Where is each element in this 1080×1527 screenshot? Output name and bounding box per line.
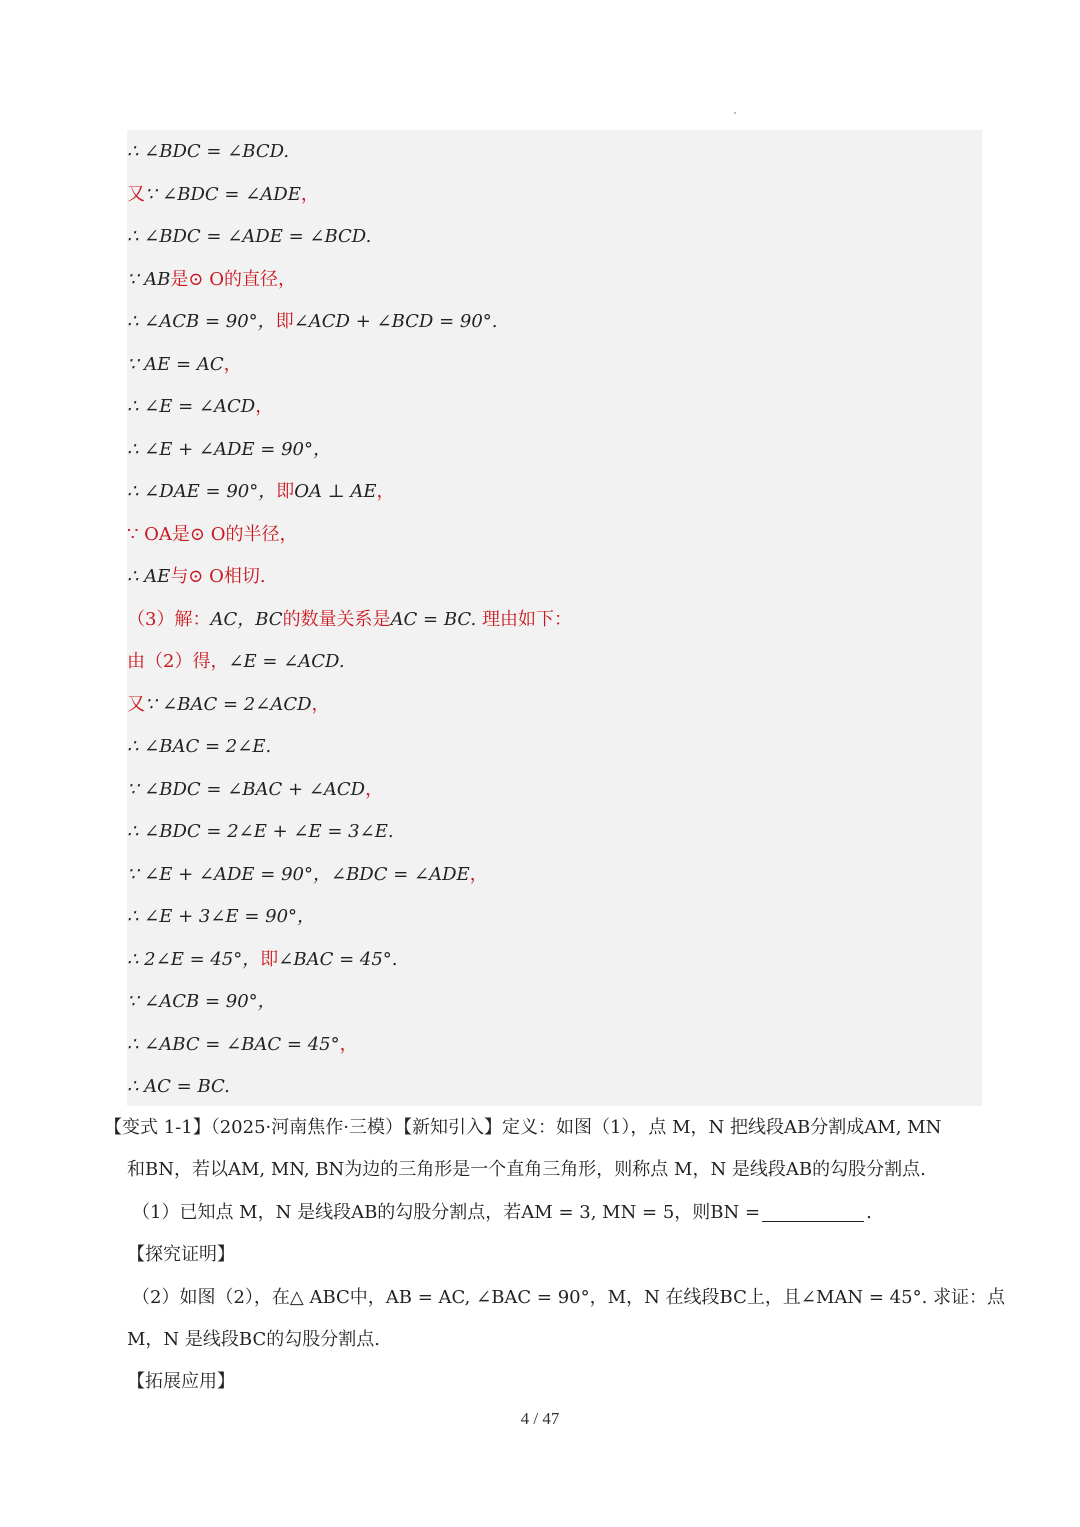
solution-line [127,520,298,550]
solution-line [127,1072,230,1102]
page-number: 4 / 47 [520,1409,560,1428]
solution-line [127,1030,358,1060]
solution-line [127,435,331,465]
section-explore-heading: 【探究证明】 [127,1244,235,1265]
solution-line [127,180,319,210]
solution-segment: ， [255,396,274,417]
question-1-end: . [866,1202,872,1223]
solution-segment: ， [365,778,384,800]
solution-segment: ∵ ∠ACB = 90°， [127,991,276,1012]
solution-segment: ， [300,183,319,205]
solution-segment: ∵ ∠BDC = ∠BAC + ∠ACD [127,778,366,800]
solution-segment: AC = BC. [390,608,477,630]
solution-segment: ， [469,863,488,885]
solution-segment: 即 [260,948,279,970]
solution-line [127,605,572,635]
solution-line [127,732,271,762]
solution-line [127,817,394,847]
solution-segment: 即 [275,311,294,332]
solution-segment: 由（2）得， [127,651,229,672]
solution-segment: ∴ AE [127,566,171,587]
solution-segment: ∴ 2∠E = 45°， [127,948,261,970]
solution-segment: ， [376,481,395,502]
solution-segment: 是⊙ O的直径， [170,268,296,290]
solution-line [127,477,395,507]
solution-segment: ∠ACD + ∠BCD = 90°. [293,311,498,332]
question-2-line-1: （2）如图（2），在△ ABC中，AB = AC, ∠BAC = 90°，M，N 在线段BC上，且∠MAN = 45°. 求证：点 [132,1287,1006,1308]
solution-segment: ∴ ∠BAC = 2∠E. [127,736,272,757]
solution-segment: ∵ AB [127,268,171,290]
solution-segment: 又 [127,693,145,715]
solution-segment: ∠BAC = 45°. [278,948,398,970]
solution-segment: ∴ ∠E + 3∠E = 90°， [127,906,316,927]
solution-segment: ∵ ∠BAC = 2∠ACD [145,693,312,715]
solution-segment: ∴ ∠ABC = ∠BAC = 45° [127,1033,340,1055]
solution-line [127,265,296,295]
solution-segment: ∴ ∠BDC = ∠ADE = ∠BCD. [127,226,372,247]
question-1 [132,1198,872,1228]
solution-line [127,392,273,422]
solution-segment: ∵ ∠BDC = ∠ADE [145,183,301,205]
solution-segment: ∴ ∠DAE = 90°， [127,481,277,502]
solution-segment: 理由如下： [476,608,573,630]
answer-blank [762,1201,864,1222]
question-1-text: （1）已知点 M，N 是线段AB的勾股分割点，若AM = 3, MN = 5，则BN = [132,1202,761,1223]
variant-intro-line-2: 和BN，若以AM, MN, BN为边的三角形是一个直角三角形，则称点 M，N 是线段AB的勾股分割点. [127,1159,926,1180]
solution-segment: 的数量关系是 [282,608,391,630]
solution-line [127,222,371,252]
solution-segment: OA ⊥ AE [294,481,377,502]
solution-segment: 又 [127,183,145,205]
solution-block [127,130,982,1106]
solution-segment: ， [223,353,242,375]
question-2-line-2: M，N 是线段BC的勾股分割点. [127,1329,380,1350]
solution-segment: 即 [276,481,295,502]
solution-segment: ∵ AE = AC [127,353,224,375]
solution-segment: ∠E = ∠ACD. [228,651,345,672]
solution-line [127,987,276,1017]
solution-line [127,860,488,890]
solution-segment: ∴ ∠BDC = ∠BCD. [127,141,290,162]
solution-line [127,137,289,167]
solution-segment: ∴ ∠E = ∠ACD [127,396,256,417]
solution-line [127,647,345,677]
solution-line [127,307,498,337]
section-extend-heading: 【拓展应用】 [127,1371,235,1392]
solution-line [127,945,398,975]
variant-intro-line-1: 【变式 1-1】（2025·河南焦作·三模）【新知引入】定义：如图（1），点 M，N 把线段AB分割成AM, MN [104,1117,942,1138]
solution-segment: 与⊙ O相切. [170,566,266,587]
solution-line [127,775,383,805]
solution-segment: ∵ OA是⊙ O的半径， [127,523,298,545]
solution-segment: ∴ ∠ACB = 90°， [127,311,276,332]
solution-segment: （3）解： [127,608,211,630]
solution-line [127,350,242,380]
solution-segment: ∵ ∠E + ∠ADE = 90°，∠BDC = ∠ADE [127,863,470,885]
solution-segment: ∴ ∠BDC = 2∠E + ∠E = 3∠E. [127,821,394,842]
solution-segment: ∴ ∠E + ∠ADE = 90°， [127,438,332,460]
solution-segment: ， [311,693,330,715]
solution-line [127,562,266,592]
solution-segment: ， [339,1033,358,1055]
solution-segment: ∴ AC = BC. [127,1076,230,1097]
solution-line [127,690,330,720]
solution-segment: AC，BC [210,608,283,630]
solution-line [127,902,315,932]
page-corner-mark [734,112,736,114]
